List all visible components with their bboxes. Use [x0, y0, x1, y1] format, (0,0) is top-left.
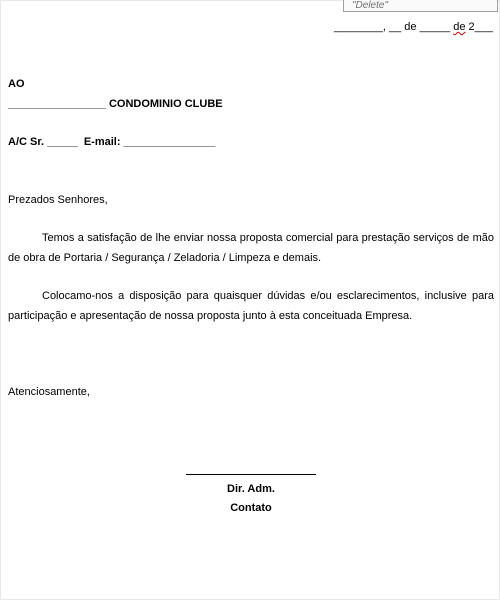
signature-line [186, 474, 316, 475]
tooltip-text: "Delete" [352, 0, 389, 11]
paragraph-availability: Colocamo-nos a disposição para quaisquer dúvidas e/ou esclarecimentos, inclusive para participação e apresentação de nossa proposta junto à esta conceituada Empresa. [8, 290, 494, 322]
signature-title: Dir. Adm. [227, 483, 275, 495]
date-line-suffix: 2___ [465, 21, 493, 33]
addressee-prefix: AO [8, 78, 25, 90]
delete-tooltip [343, 0, 498, 12]
misspelled-word[interactable]: de [453, 21, 466, 33]
greeting: Prezados Senhores, [8, 194, 108, 206]
attention-line: A/C Sr. _____ E-mail: _______________ [8, 136, 216, 148]
paragraph-proposal: Temos a satisfação de lhe enviar nossa proposta comercial para prestação serviços de mão de obra de Portaria / Segurança / Zeladoria / Limpeza e demais. [8, 232, 494, 264]
closing: Atenciosamente, [8, 386, 90, 398]
date-line-prefix: ________, __ de _____ [333, 21, 454, 33]
date-line [334, 21, 493, 33]
condominium-line: ________________ CONDOMINIO CLUBE [8, 98, 223, 110]
signature-contact: Contato [230, 502, 272, 514]
